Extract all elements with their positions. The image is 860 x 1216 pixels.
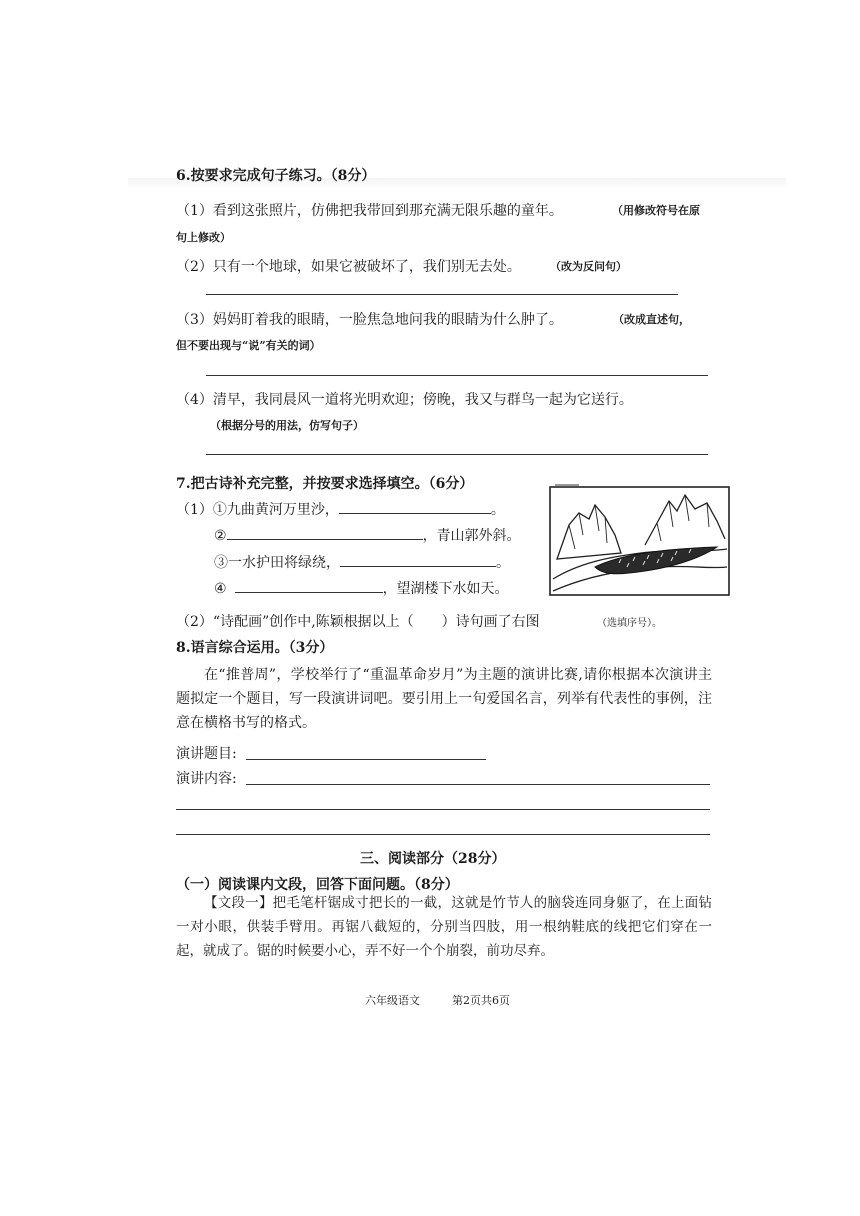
q7-line3-suffix: 。 <box>496 555 510 571</box>
section3-sub-heading: （一）阅读课内文段，回答下面问题。（8分） <box>176 877 459 893</box>
q8-content-answer-line-1[interactable] <box>246 784 710 785</box>
poem-illustration <box>549 483 731 599</box>
q6-item2-text: （2）只有一个地球，如果它被破坏了，我们别无去处。 <box>176 259 521 275</box>
q6-item1-text: （1）看到这张照片，仿佛把我带回到那充满无限乐趣的童年。 <box>176 203 563 219</box>
q7-line4-suffix: ，望湖楼下水如天。 <box>382 581 509 597</box>
q6-item2-answer-line[interactable] <box>206 294 678 295</box>
q7-line4-blank[interactable] <box>235 578 383 593</box>
q7-line2-suffix: ，青山郭外斜。 <box>422 528 521 544</box>
q7-line2-prefix: ② <box>214 528 227 544</box>
q8-content-answer-line-3[interactable] <box>176 834 710 835</box>
q7-line1 <box>176 499 505 519</box>
q6-item3-answer-line[interactable] <box>206 375 708 376</box>
footer-page-number: 第2页共6页 <box>452 994 510 1007</box>
q7-line4-prefix: ④ <box>214 581 227 597</box>
q6-title: 6.按要求完成句子练习。（8分） <box>176 168 376 184</box>
q8-title: 8.语言综合运用。（3分） <box>176 640 334 656</box>
q8-topic-label: 演讲题目: <box>176 746 237 762</box>
q7-line3 <box>214 552 510 572</box>
footer-subject: 六年级语文 <box>365 994 420 1007</box>
q6-item2-note: （改为反问句） <box>550 260 627 273</box>
q7-line2-blank[interactable] <box>227 525 423 540</box>
q6-item4-note: （根据分号的用法，仿写句子） <box>210 419 364 432</box>
q6-item3-note-a: （改成直述句， <box>613 313 690 326</box>
q7-part2-text: （2）“诗配画”创作中,陈颖根据以上（ ）诗句画了右图 <box>176 614 540 630</box>
q7-line1-suffix: 。 <box>490 502 505 518</box>
q8-content-label: 演讲内容: <box>176 771 237 787</box>
q7-line2 <box>214 525 521 545</box>
q6-item4-text: （4）清早，我同晨风一道将光明欢迎；傍晚，我又与群鸟一起为它送行。 <box>176 392 633 408</box>
q6-item3-text: （3）妈妈盯着我的眼睛，一脸焦急地问我的眼睛为什么肿了。 <box>176 312 563 328</box>
q7-part2-note: （选填序号）。 <box>597 618 662 629</box>
section3-passage: 【文段一】把毛笔杆锯成寸把长的一截，这就是竹节人的脑袋连同身躯了，在上面钻一对小眼，供装手臂用。再锯八截短的，分别当四肢，用一根纳鞋底的线把它们穿在一起，就成了。锯的时候要小心，弄不好一个个崩裂，前功尽弃。 <box>176 895 712 959</box>
q8-topic-answer-line[interactable] <box>246 759 486 760</box>
q6-item1-note-b: 句上修改） <box>176 231 231 244</box>
q6-item3-note-b: 但不要出现与“说”有关的词） <box>176 339 321 352</box>
q6-item4-answer-line[interactable] <box>206 454 708 455</box>
q6-item1-note-a: （用修改符号在原 <box>612 204 700 217</box>
q7-line3-prefix: ③一水护田将绿绕， <box>214 555 340 571</box>
q7-line3-blank[interactable] <box>340 552 496 567</box>
q7-line4 <box>214 578 509 598</box>
q8-body: 在“推普周”，学校举行了“重温革命岁月”为主题的演讲比赛,请你根据本次演讲主题拟定一个题目，写一段演讲词吧。要引用上一句爱国名言，列举有代表性的事例，注意在横格书写的格式。 <box>176 667 712 731</box>
section3-heading: 三、阅读部分（28分） <box>360 851 506 867</box>
q7-title: 7.把古诗补充完整，并按要求选择填空。（6分） <box>176 476 474 492</box>
q7-line1-blank[interactable] <box>339 499 491 514</box>
q8-content-answer-line-2[interactable] <box>176 809 710 810</box>
q7-line1-prefix: （1）①九曲黄河万里沙， <box>176 502 339 518</box>
